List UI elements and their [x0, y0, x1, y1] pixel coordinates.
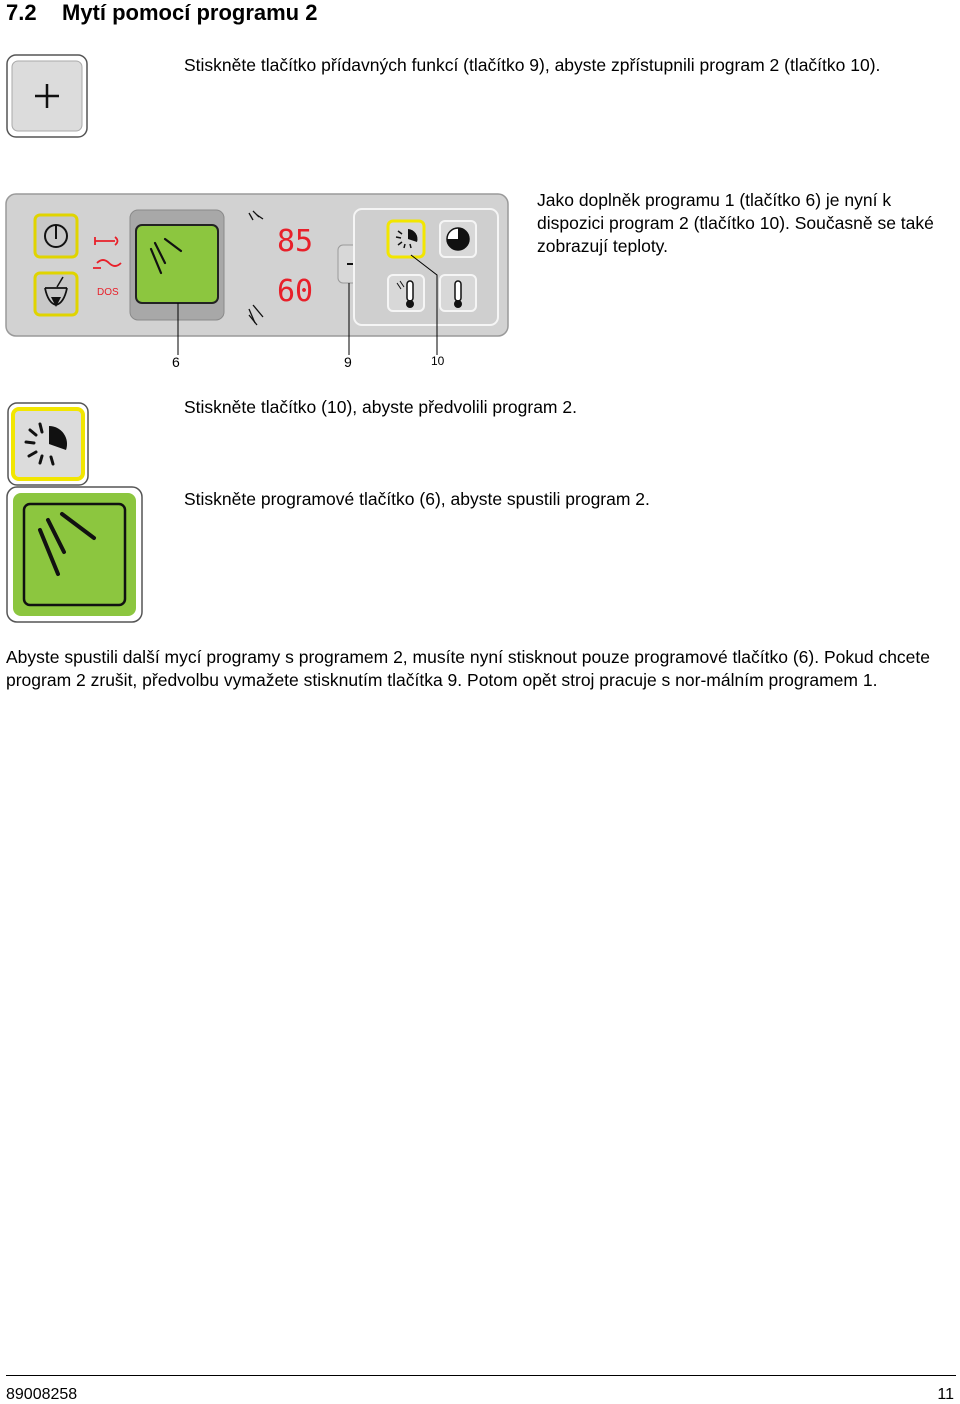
callout-6: 6 [172, 354, 180, 370]
thermometer-button [440, 275, 476, 311]
panel-description: Jako doplněk programu 1 (tlačítko 6) je nyní k dispozici program 2 (tlačítko 10). Současně se také zobrazují teploty. [537, 190, 934, 256]
footer-rule [6, 1375, 956, 1376]
section-title: Mytí pomocí programu 2 [62, 0, 318, 25]
dos-label: DOS [97, 287, 119, 298]
section-number: 7.2 [6, 0, 37, 25]
dosing-button [35, 273, 77, 315]
plus-button-illustration [6, 54, 88, 138]
control-panel [5, 193, 510, 369]
step1-text: Stiskněte tlačítko přídavných funkcí (tlačítko 9), abyste zpřístupnili program 2 (tlačítko 10). [184, 55, 881, 75]
program3-button [440, 221, 476, 257]
plus-icon [6, 54, 88, 138]
callout-9: 9 [344, 354, 352, 370]
display-rinse-temp: 60 [277, 274, 314, 309]
step3-text: Stiskněte programové tlačítko (6), abyste spustili program 2. [184, 489, 650, 509]
step2-text: Stiskněte tlačítko (10), abyste předvolili program 2. [184, 397, 577, 417]
program2-button-10 [388, 221, 424, 257]
page-number: 11 [937, 1386, 954, 1403]
display-wash-temp: 85 [277, 224, 314, 259]
program2-icon [7, 402, 89, 486]
program-button-illustration [6, 486, 144, 624]
closing-paragraph: Abyste spustili další mycí programy s programem 2, musíte nyní stisknout pouze programové tlačítko (6). Pokud chcete program 2 zrušit, předvolbu vymažete stisknutím tlačítka 9. Potom opět stroj pracuje s nor-málním programem 1. [6, 647, 931, 690]
wash-program-icon [6, 486, 144, 624]
program-button-6 [130, 210, 224, 320]
callout-10: 10 [431, 354, 445, 368]
section-heading [6, 0, 317, 26]
document-number: 89008258 [6, 1386, 78, 1403]
temp-display-button [388, 275, 424, 311]
power-button [35, 215, 77, 257]
program2-button-illustration [7, 402, 89, 486]
